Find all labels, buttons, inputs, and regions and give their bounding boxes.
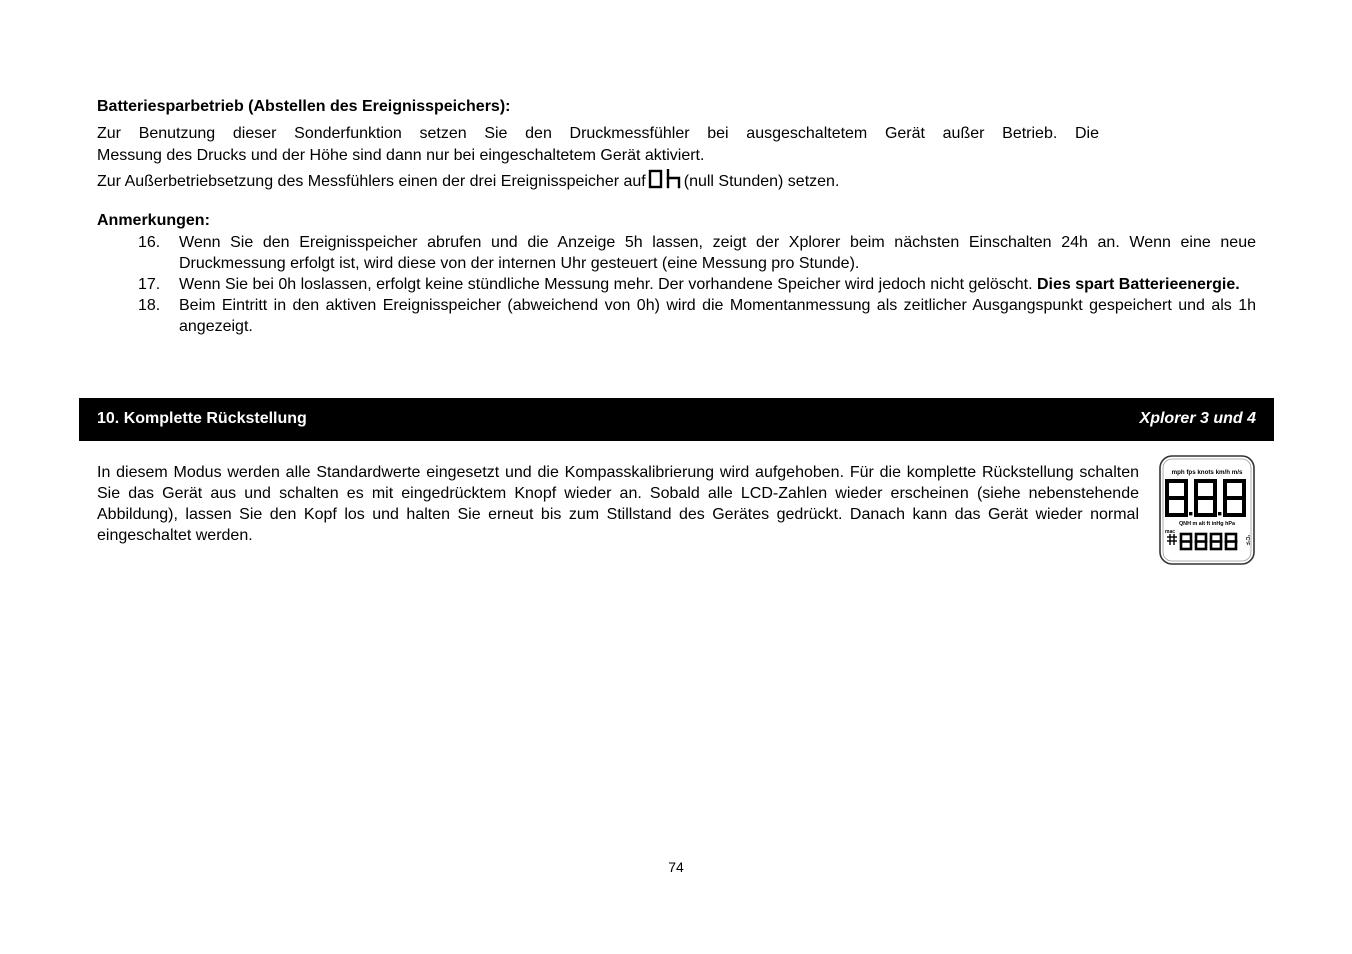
notes-heading: Anmerkungen: (97, 212, 210, 229)
note-number: 18. (138, 297, 161, 314)
note-item (97, 295, 1256, 337)
note-text: Wenn Sie bei 0h loslassen, erfolgt keine stündliche Messung mehr. Der vorhandene Speicher wird jedoch nicht gelöscht. (179, 276, 1037, 293)
battery-instruction-text: Zur Außerbetriebsetzung des Messfühlers einen der drei Ereignisspeicher auf (97, 173, 646, 190)
note-number: 16. (138, 234, 161, 251)
note-item (97, 232, 1256, 274)
note-item (97, 274, 1256, 295)
lcd-side-units: °C°F (1244, 534, 1250, 546)
notes-list (97, 232, 1256, 337)
section-model-label: Xplorer 3 und 4 (1139, 410, 1256, 427)
lcd-mid-units: QNH m alt ft inHg hPa (1178, 521, 1236, 527)
reset-paragraph: In diesem Modus werden alle Standardwerte eingesetzt und die Kompasskalibrierung wird aufgehoben. Für die komplette Rückstellung schalten Sie das Gerät aus und schalten es mit eingedrücktem Knopf wieder an. Sobald alle LCD-Zahlen wieder erscheinen (siehe nebenstehende Abbildung), lassen Sie den Kopf los und halten Sie erneut bis zum Stillstand des Gerätes gedrückt. Danach kann das Gerät wieder normal eingeschaltet werden. (97, 464, 1139, 544)
zero-hours-lcd-icon (648, 169, 682, 196)
section-title: 10. Komplette Rückstellung (97, 410, 307, 427)
battery-paragraph-line-1: Zur Benutzung dieser Sonderfunktion setzen Sie den Druckmessfühler bei ausgeschaltetem Gerät außer Betrieb. Die (97, 125, 1099, 142)
lcd-display-illustration (1158, 454, 1256, 571)
battery-section-heading: Batteriesparbetrieb (Abstellen des Ereignisspeichers): (97, 98, 511, 115)
note-text: Beim Eintritt in den aktiven Ereignisspeicher (abweichend von 0h) wird die Momentanmessung als zeitlicher Ausgangspunkt gespeichert und als 1h angezeigt. (179, 297, 1256, 335)
battery-instruction-suffix: (null Stunden) setzen. (683, 173, 840, 190)
note-emphasis: Dies spart Batterieenergie. (1036, 276, 1240, 293)
section-header-bar (79, 398, 1274, 441)
lcd-mac-label: mac (1165, 529, 1176, 535)
battery-paragraph-line-2: Messung des Drucks und der Höhe sind dann nur bei eingeschaltetem Gerät aktiviert. (97, 147, 705, 164)
note-text: Wenn Sie den Ereignisspeicher abrufen und die Anzeige 5h lassen, zeigt der Xplorer beim nächsten Einschalten 24h an. Wenn eine neue Druckmessung erfolgt ist, wird diese von der internen Uhr gesteuert (eine Messung pro Stunde). (179, 234, 1256, 272)
lcd-top-units: mph fps knots km/h m/s (1171, 469, 1243, 476)
battery-paragraph-line-3 (97, 169, 1099, 196)
note-number: 17. (138, 276, 161, 293)
page-number: 74 (668, 859, 684, 875)
battery-paragraph (97, 123, 1099, 196)
